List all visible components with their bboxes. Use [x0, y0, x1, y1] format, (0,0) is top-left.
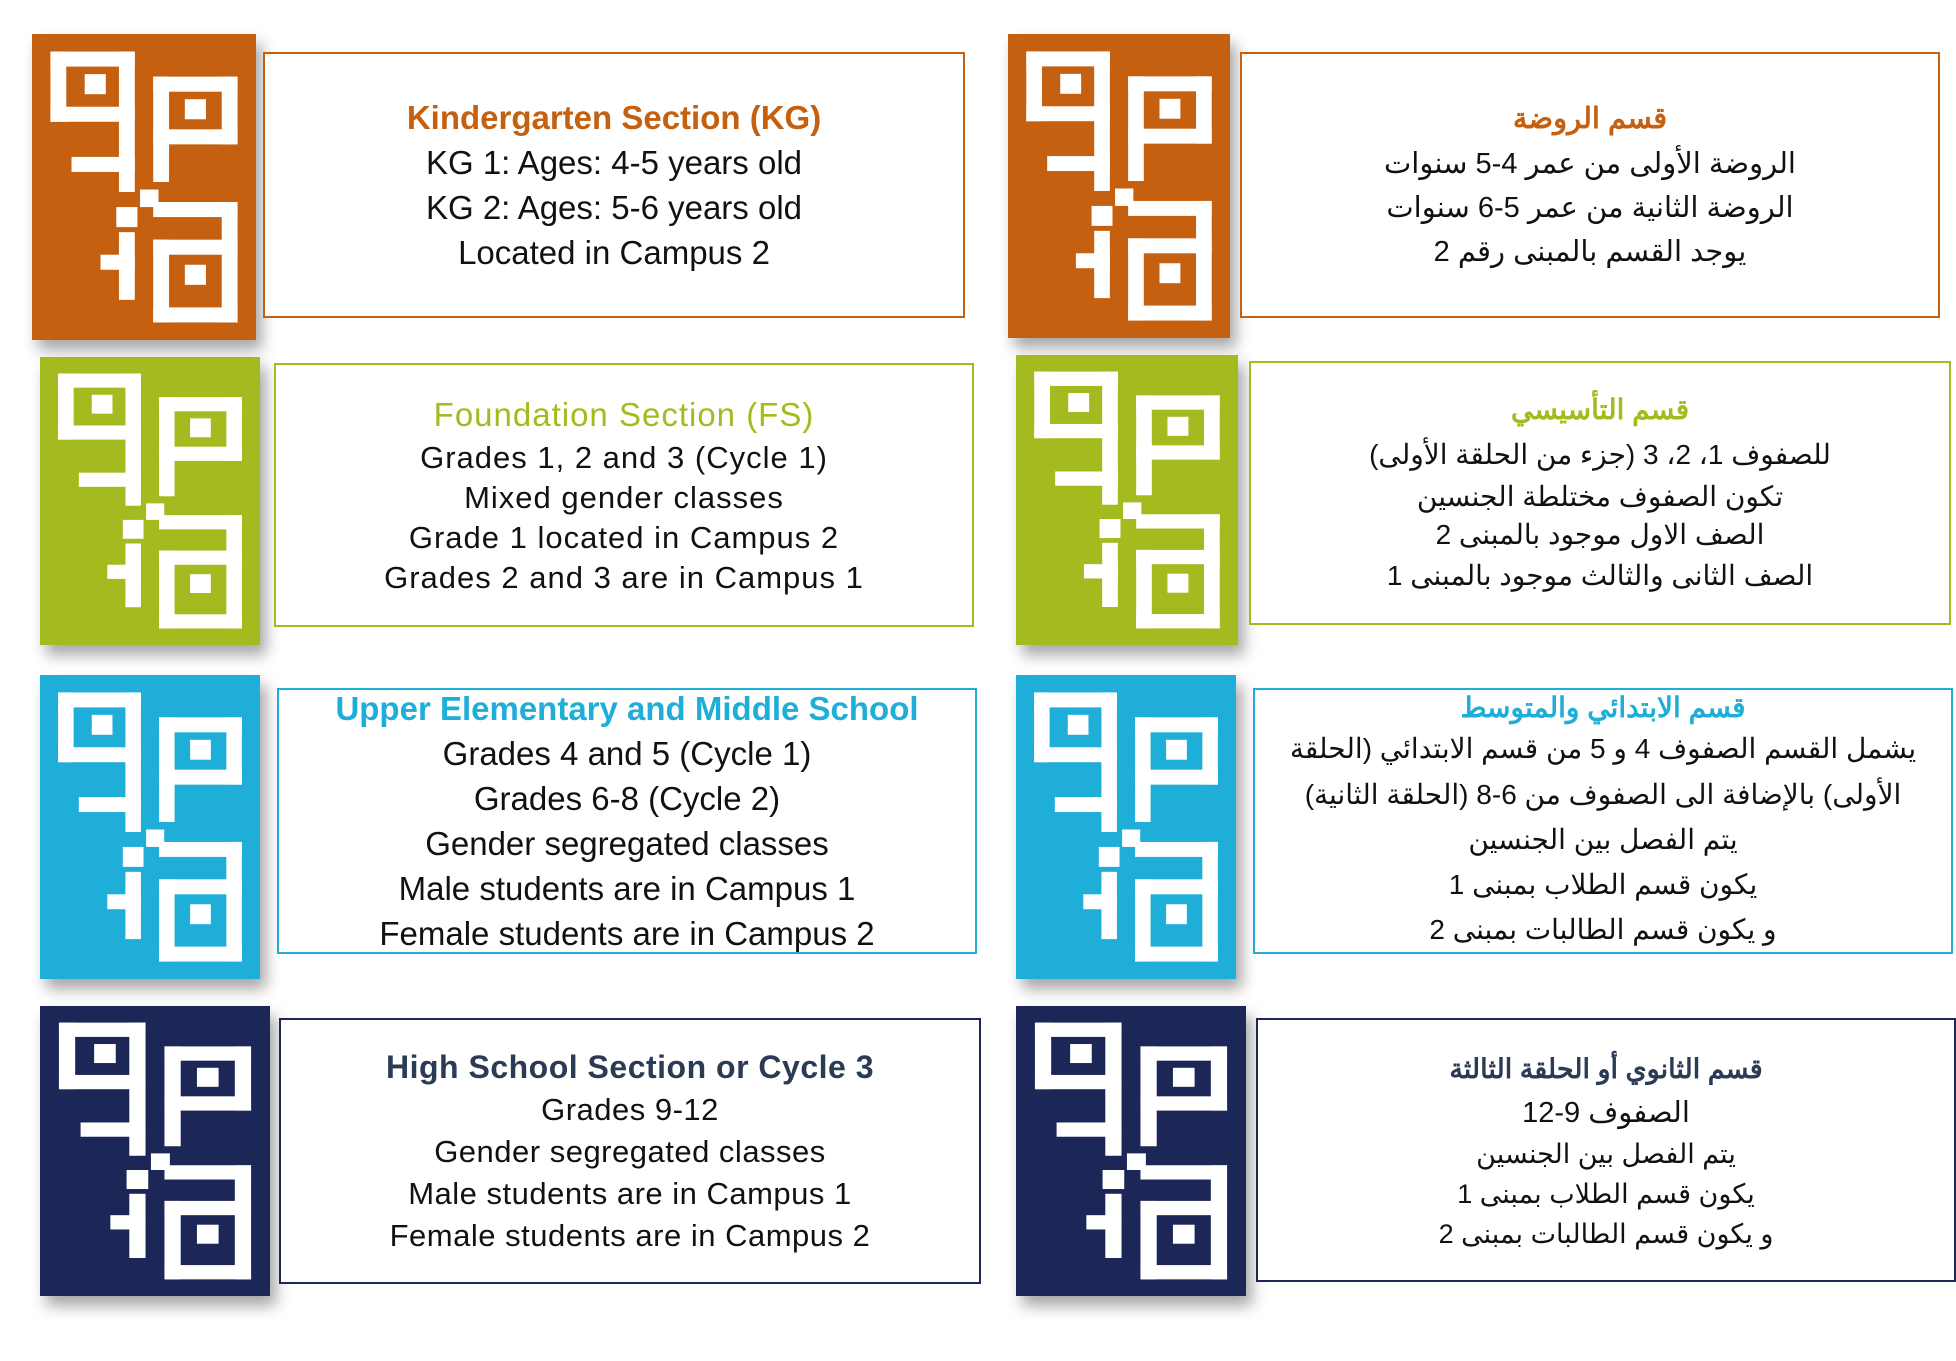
hs-title-ar: قسم الثانوي أو الحلقة الثالثة [1449, 1054, 1763, 1084]
hs-line-en: Male students are in Campus 1 [408, 1176, 852, 1211]
fs-line-ar: تكون الصفوف مختلطة الجنسين [1416, 481, 1784, 512]
fs-title-en: Foundation Section (FS) [433, 396, 815, 433]
fs-line-en: Grades 1, 2 and 3 (Cycle 1) [420, 440, 828, 475]
gpa-logo-icon [40, 357, 260, 645]
kg-info-card-ar [1240, 52, 1940, 318]
ums-line-ar: الأولى) بالإضافة الى الصفوف من 6-8 (الحلقة الثانية) [1304, 779, 1902, 810]
ums-line-en: Male students are in Campus 1 [398, 870, 856, 907]
fs-info-card-ar [1249, 361, 1951, 625]
ums-line-en: Grades 6-8 (Cycle 2) [473, 780, 781, 817]
hs-line-ar: يكون قسم الطلاب بمبنى 1 [1457, 1179, 1755, 1209]
gpa-logo-icon [1016, 355, 1238, 645]
kg-line-en: KG 1: Ages: 4-5 years old [425, 144, 803, 181]
gpa-logo-icon [32, 34, 256, 340]
gpa-logo-icon [1016, 1006, 1246, 1296]
hs-line-ar: و يكون قسم الطالبات بمبنى 2 [1438, 1219, 1774, 1249]
kg-title-ar: قسم الروضة [1512, 103, 1668, 135]
gpa-logo-icon [1016, 675, 1236, 979]
fs-line-ar: للصفوف 1، 2، 3 (جزء من الحلقة الأولى) [1369, 439, 1831, 470]
fs-title-ar: قسم التأسيسي [1510, 394, 1690, 425]
fs-line-ar: الصف الاول موجود بالمبنى 2 [1435, 519, 1765, 550]
ums-line-en: Female students are in Campus 2 [379, 915, 875, 952]
ums-title-ar: قسم الابتدائي والمتوسط [1460, 692, 1746, 723]
kg-title-en: Kindergarten Section (KG) [406, 99, 822, 136]
ums-info-card-en [277, 688, 977, 954]
gpa-logo-icon [40, 1006, 270, 1296]
ums-line-ar: يكون قسم الطلاب بمبنى 1 [1448, 869, 1758, 900]
gpa-logo-icon [1008, 34, 1230, 338]
fs-line-en: Grade 1 located in Campus 2 [408, 520, 840, 555]
fs-line-ar: الصف الثانى والثالث موجود بالمبنى 1 [1386, 560, 1814, 591]
fs-info-card-en [274, 363, 974, 627]
hs-title-en: High School Section or Cycle 3 [386, 1049, 874, 1085]
ums-line-ar: يشمل القسم الصفوف 4 و 5 من قسم الابتدائي (الحلقة [1289, 733, 1917, 764]
ums-line-en: Gender segregated classes [425, 825, 829, 862]
ums-line-en: Grades 4 and 5 (Cycle 1) [442, 735, 812, 772]
ums-line-ar: و يكون قسم الطالبات بمبنى 2 [1429, 914, 1777, 945]
hs-line-ar: الصفوف 9-12 [1522, 1097, 1690, 1129]
hs-info-card-ar [1256, 1018, 1956, 1282]
hs-line-en: Female students are in Campus 2 [389, 1218, 871, 1253]
kg-line-en: Located in Campus 2 [458, 234, 770, 271]
ums-title-en: Upper Elementary and Middle School [335, 690, 919, 727]
kg-line-ar: الروضة الثانية من عمر 5-6 سنوات [1386, 192, 1794, 224]
ums-line-ar: يتم الفصل بين الجنسين [1468, 824, 1738, 855]
kg-line-ar: الروضة الأولى من عمر 4-5 سنوات [1384, 148, 1796, 180]
kg-line-en: KG 2: Ages: 5-6 years old [425, 189, 803, 226]
fs-line-en: Mixed gender classes [464, 480, 784, 515]
hs-info-card-en [279, 1018, 981, 1284]
kg-line-ar: يوجد القسم بالمبنى رقم 2 [1433, 236, 1747, 268]
ums-info-card-ar [1253, 688, 1953, 954]
hs-line-en: Gender segregated classes [434, 1134, 826, 1169]
hs-line-en: Grades 9-12 [541, 1092, 719, 1127]
hs-line-ar: يتم الفصل بين الجنسين [1476, 1139, 1736, 1169]
gpa-logo-icon [40, 675, 260, 979]
kg-info-card-en [263, 52, 965, 318]
fs-line-en: Grades 2 and 3 are in Campus 1 [384, 560, 864, 595]
